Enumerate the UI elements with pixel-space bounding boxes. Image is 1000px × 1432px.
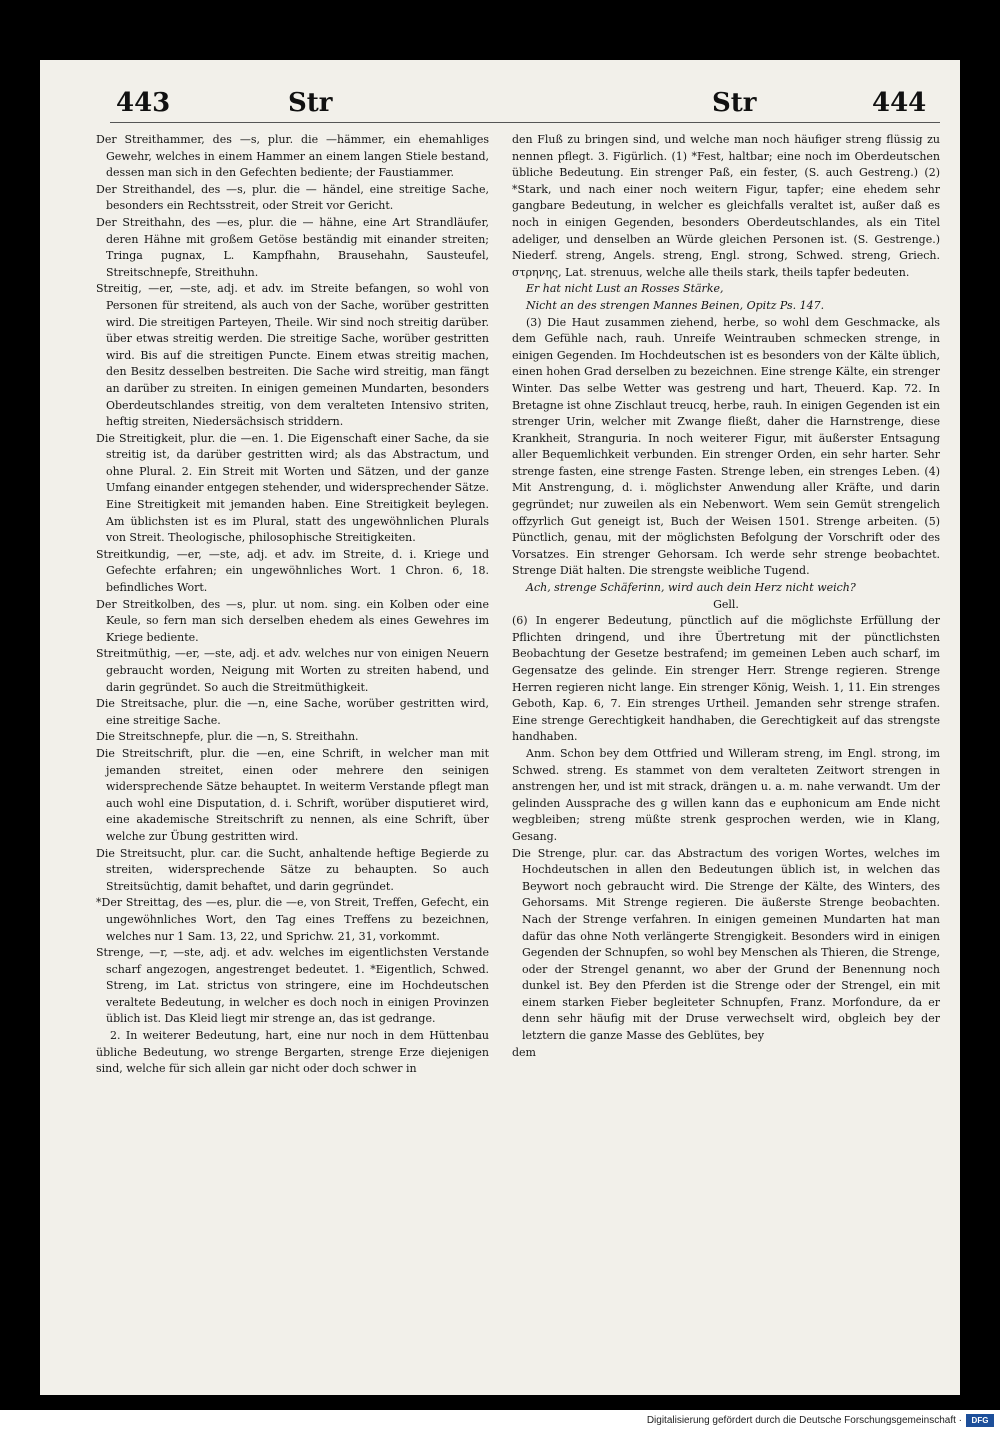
right-column-paragraph: Nicht an des strengen Mannes Beinen, Opitz Ps. 147.: [526, 298, 825, 312]
page-number-left: 443: [116, 88, 171, 118]
left-column-paragraph: 2. In weiterer Bedeutung, hart, eine nur noch in dem Hüttenbau übliche Bedeutung, wo strenge Bergarten, strenge Erze diejenigen sind, welche für sich allein gar nicht oder doch schwer in: [96, 1029, 489, 1076]
right-column: [512, 132, 940, 1061]
running-head-right: Str: [712, 88, 757, 118]
left-column-paragraph: Der Streitkolben, des —s, plur. ut nom. sing. ein Kolben oder eine Keule, so fern man sich derselben ehedem als eines Gewehres im Kriege bediente.: [96, 597, 489, 644]
right-column-paragraph: Ach, strenge Schäferinn, wird auch dein Herz nicht weich?: [526, 581, 856, 595]
right-column-paragraph: dem: [512, 1045, 536, 1059]
left-column-paragraph: Der Streithammer, des —s, plur. die —hämmer, ein ehemahliges Gewehr, welches in einem Hammer an einem langen Stiele bestand, dessen man sich in den Gefechten bediente; der Faustiammer.: [96, 133, 489, 180]
footer-bar: [0, 1410, 1000, 1432]
left-column: [96, 132, 489, 1078]
left-column-paragraph: Die Streitigkeit, plur. die —en. 1. Die Eigenschaft einer Sache, da sie streitig ist, da darüber gestritten wird; als das Abstractum, und ohne Plural. 2. Ein Streit mit Worten und Sätzen, und der ganze Umfang einander entgegen stehender, und widersprechender Sätze. Eine Streitigkeit mit jemanden haben. Eine Streitigkeit beylegen. Am üblichsten ist es im Plural, statt des ungewöhnlichen Plurals von Streit. Theologische, philosophische Streitigkeiten.: [96, 431, 489, 545]
left-column-paragraph: Der Streithandel, des —s, plur. die — händel, eine streitige Sache, besonders ein Rechtsstreit, oder Streit vor Gericht.: [96, 182, 489, 213]
left-column-paragraph: Streitkundig, —er, —ste, adj. et adv. im Streite, d. i. Kriege und Gefechte erfahren; ein ungewöhnliches Wort. 1 Chron. 6, 18. befindliches Wort.: [96, 547, 489, 595]
left-column-paragraph: Streitmüthig, —er, —ste, adj. et adv. welches nur von einigen Neuern gebraucht worden, Neigung mit Worten zu streiten habend, und darin gegründet. So auch die Streitmüthigkeit.: [96, 647, 489, 694]
dfg-logo: DFG: [966, 1414, 994, 1427]
right-column-paragraph: (3) Die Haut zusammen ziehend, herbe, so wohl dem Geschmacke, als dem Gefühle nach, rauh. Unreife Weintrauben schmecken strenge, in einigen Gegenden. Im Hochdeutschen ist es besonders von der Kälte üblich, einen hohen Grad derselben zu bezeichnen. Eine strenge Kälte, ein strenger Winter. Das selbe Wetter was gestreng und hart, Theuerd. Kap. 72. In Bretagne ist ohne Zischlaut treucq, herbe, rauh. In einigen Gegenden ist ein strenger Urin, welcher mit Zwange fließt, daher die Harnstrenge, diese Krankheit, Stranguria. In noch weiterer Figur, mit äußerster Entsagung aller Bequemlichkeit verbunden. Ein strenger Orden, ein sehr harter. Sehr strenge fasten, eine strenge Fasten. Strenge leben, ein strenges Leben. (4) Mit Anstrengung, d. i. möglichster Anwendung aller Kräfte, und darin gegründet; nur zuweilen als ein Nebenwort. Wem sein Gemüt strengelich offzyrlich Gut geneigt ist, Buch der Weisen 1501. Strenge arbeiten. (5) Pünctlich, genau, mit der möglichsten Befolgung der Vorschrift oder des Vorsatzes. Ein strenger Gehorsam. Ich werde sehr strenge beobachtet. Strenge Diät halten. Die strengste weibliche Tugend.: [512, 315, 940, 578]
running-head-left: Str: [288, 88, 333, 118]
footer-credit: Digitalisierung gefördert durch die Deutsche Forschungsgemeinschaft ·: [646, 1415, 962, 1426]
scanned-page: [40, 60, 960, 1395]
left-column-paragraph: Strenge, —r, —ste, adj. et adv. welches im eigentlichsten Verstande scharf angezogen, angestrenget bedeutet. 1. *Eigentlich, Schwed. Streng, im Lat. strictus von stringere, eine im Hochdeutschen veraltete Bedeutung, in welcher es doch noch in einigen Provinzen üblich ist. Das Kleid liegt mir strenge an, das ist gedrange.: [96, 946, 489, 1026]
left-column-paragraph: *Der Streittag, des —es, plur. die —e, von Streit, Treffen, Gefecht, ein ungewöhnliches Wort, den Tag eines Treffens zu bezeichnen, welches nur 1 Sam. 13, 22, und Sprichw. 21, 31, vorkommt.: [96, 896, 489, 943]
left-column-paragraph: Die Streitschrift, plur. die —en, eine Schrift, in welcher man mit jemanden streitet, einen oder mehrere den seinigen widersprechende Sätze behauptet. In weiterm Verstande pflegt man auch wohl eine Disputation, d. i. Schrift, worüber disputieret wird, eine akademische Streitschrift zu nennen, als eine Schrift, über welche zur Übung gestritten wird.: [96, 746, 489, 843]
left-column-paragraph: Streitig, —er, —ste, adj. et adv. im Streite befangen, so wohl von Personen für streitend, als auch von der Sache, worüber gestritten wird. Die streitigen Parteyen, Theile. Wir sind noch streitig darüber. über etwas streitig werden. Die streitige Sache, worüber gestritten wird. Bis auf die streitigen Puncte. Einem etwas streitig machen, den Besitz desselben bestreiten. Die Sache wird streitig, man fängt an darüber zu streiten. In einigen gemeinen Mundarten, besonders Oberdeutschlandes streitig, von dem veralteten Intensivo striten, heftig streiten, Niedersächsisch striddern.: [96, 282, 489, 429]
right-column-paragraph: Anm. Schon bey dem Ottfried und Willeram streng, im Engl. strong, im Schwed. streng. Es stammet von dem veralteten Zeitwort strengen in anstrengen her, und ist mit strack, drängen u. a. m. nahe verwandt. Um der gelinden Aussprache des g willen kann das e euphonicum am Ende nicht wegbleiben; streng müßte strenk gesprochen werden, wie in Klang, Gesang.: [512, 746, 940, 843]
left-column-paragraph: Die Streitsucht, plur. car. die Sucht, anhaltende heftige Begierde zu streiten, widersprechende Sätze zu behaupten. So auch Streitsüchtig, damit behaftet, und darin gegründet.: [96, 846, 489, 893]
right-column-paragraph: Die Strenge, plur. car. das Abstractum des vorigen Wortes, welches im Hochdeutschen in allen den Bedeutungen üblich ist, in welchen das Beywort noch gebraucht wird. Die Strenge der Kälte, des Winters, des Gehorsams. Mit Strenge regieren. Die äußerste Strenge beobachten. Nach der Strenge verfahren. In einigen gemeinen Mundarten hat man dafür das ohne Noth verlängerte Strengigkeit. Besonders wird in einigen Gegenden der Schnupfen, so wohl bey Menschen als Thieren, die Strenge, oder der Strengel genannt, wo aber der Grund der Benennung noch dunkel ist. Bey den Pferden ist die Strenge oder der Strengel, ein mit einem starken Fieber begleiteter Schnupfen, Franz. Morfondure, da er denn sehr häufig mit der Druse verwechselt wird, obgleich bey der letztern die ganze Masse des Geblütes, bey: [512, 846, 940, 1043]
header-rule: [110, 122, 940, 123]
left-column-paragraph: Die Streitsache, plur. die —n, eine Sache, worüber gestritten wird, eine streitige Sache.: [96, 697, 489, 727]
right-column-paragraph: den Fluß zu bringen sind, und welche man noch häufiger streng flüssig zu nennen pflegt. 3. Figürlich. (1) *Fest, haltbar; eine noch im Oberdeutschen übliche Bedeutung. Ein strenger Paß, ein fester, (S. auch Gestreng.) (2) *Stark, und nach einer noch weitern Figur, tapfer; eine ehedem sehr gangbare Bedeutung, in welcher es gleichfalls veraltet ist, außer daß es noch in einigen Gegenden, besonders Oberdeutschlandes, als ein Titel adeliger, und denselben an Würde gleichen Personen ist. (S. Gestrenge.) Niederf. streng, Angels. streng, Engl. strong, Schwed. streng, Griech. στρηνης, Lat. strenuus, welche alle theils stark, theils tapfer bedeuten.: [512, 133, 940, 279]
right-column-paragraph: Gell.: [713, 597, 739, 611]
page-number-right: 444: [872, 88, 927, 118]
left-column-paragraph: Die Streitschnepfe, plur. die —n, S. Streithahn.: [96, 730, 359, 744]
left-column-paragraph: Der Streithahn, des —es, plur. die — hähne, eine Art Strandläufer, deren Hähne mit großem Getöse beständig mit einander streiten; Tringa pugnax, L. Kampfhahn, Brausehahn, Sausteufel, Streitschnepfe, Streithuhn.: [96, 215, 489, 279]
right-column-paragraph: (6) In engerer Bedeutung, pünctlich auf die möglichste Erfüllung der Pflichten dringend, und ihre Übertretung mit der pünctlichsten Beobachtung der Gesetze bestrafend; im gemeinen Leben auch scharf, im Gegensatze des gelinde. Ein strenger Herr. Strenge regieren. Strenge Herren regieren nicht lange. Ein strenger König, Weish. 1, 11. Ein strenges Geboth, Kap. 6, 7. Ein strenges Urtheil. Jemanden sehr strenge strafen. Eine strenge Gerechtigkeit handhaben, die Gerechtigkeit auf das strengste handhaben.: [512, 614, 940, 744]
right-column-paragraph: Er hat nicht Lust an Rosses Stärke,: [526, 282, 724, 296]
